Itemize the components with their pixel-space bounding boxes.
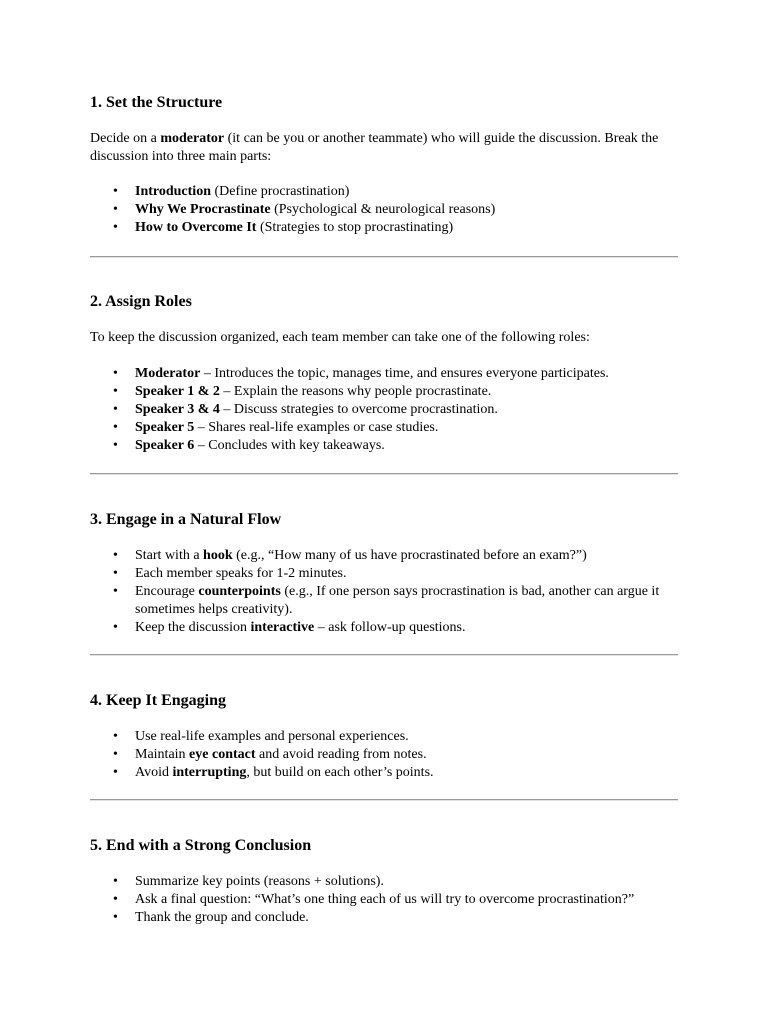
list-item xyxy=(90,201,680,219)
bold-text: hook xyxy=(203,548,233,563)
bold-text: Introduction xyxy=(135,184,211,199)
text-run: Maintain xyxy=(135,747,190,762)
text-run: Encourage xyxy=(135,584,199,599)
bold-text: Speaker 5 xyxy=(135,420,195,435)
text-run: Summarize key points (reasons + solutions). xyxy=(135,874,384,889)
list-item xyxy=(90,547,680,565)
section-natural-flow xyxy=(90,510,680,637)
list-item xyxy=(90,219,680,237)
list-item xyxy=(90,891,680,909)
text-run: – Explain the reasons why people procrastinate. xyxy=(219,384,492,399)
list-item xyxy=(90,565,680,583)
text-run: (Psychological & neurological reasons) xyxy=(270,202,496,217)
text-run: – Introduces the topic, manages time, and ensures everyone participates. xyxy=(200,366,609,381)
horizontal-divider xyxy=(90,256,678,258)
text-run: Decide on a xyxy=(90,131,161,146)
horizontal-divider xyxy=(90,473,678,475)
list-item xyxy=(90,909,680,927)
text-run: (Define procrastination) xyxy=(210,184,350,199)
section-conclusion xyxy=(90,836,680,927)
bold-text: eye contact xyxy=(189,747,256,762)
text-run: (e.g., “How many of us have procrastinated before an exam?”) xyxy=(232,548,587,563)
bold-text: How to Overcome It xyxy=(135,220,257,235)
text-run: Use real-life examples and personal experiences. xyxy=(135,729,409,744)
text-run: To keep the discussion organized, each team member can take one of the following roles: xyxy=(90,330,590,345)
section-heading: 4. Keep It Engaging xyxy=(90,692,227,709)
section-heading: 5. End with a Strong Conclusion xyxy=(90,837,312,854)
text-run: – ask follow-up questions. xyxy=(314,620,466,635)
section-heading: 2. Assign Roles xyxy=(90,293,192,310)
text-run: (e.g., If one person says procrastination is bad, another can argue it sometimes helps creativity). xyxy=(135,584,660,617)
list-item xyxy=(90,728,680,746)
text-run: – Discuss strategies to overcome procrastination. xyxy=(219,402,498,417)
list-item xyxy=(90,746,680,764)
list-item xyxy=(90,583,680,619)
text-run: (Strategies to stop procrastinating) xyxy=(256,220,454,235)
section-intro xyxy=(90,329,680,347)
text-run: – Concludes with key takeaways. xyxy=(194,438,385,453)
bullet-list xyxy=(90,873,680,927)
bold-text: interactive xyxy=(250,620,315,635)
section-engaging xyxy=(90,691,680,782)
horizontal-divider xyxy=(90,799,678,801)
text-run: and avoid reading from notes. xyxy=(255,747,427,762)
section-heading: 3. Engage in a Natural Flow xyxy=(90,511,282,528)
bullet-list xyxy=(90,183,680,237)
text-run: – Shares real-life examples or case studies. xyxy=(194,420,439,435)
list-item xyxy=(90,401,680,419)
list-item xyxy=(90,383,680,401)
bold-text: counterpoints xyxy=(198,584,281,599)
list-item xyxy=(90,183,680,201)
list-item xyxy=(90,873,680,891)
bullet-list xyxy=(90,365,680,455)
list-item xyxy=(90,764,680,782)
bold-text: Moderator xyxy=(135,366,201,381)
bold-text: interrupting xyxy=(172,765,247,780)
section-heading: 1. Set the Structure xyxy=(90,94,223,111)
bullet-list xyxy=(90,728,680,782)
bold-text: moderator xyxy=(160,131,225,146)
text-run: Avoid xyxy=(135,765,173,780)
text-run: Ask a final question: “What’s one thing each of us will try to overcome procrastination?” xyxy=(135,892,635,907)
text-run: Start with a xyxy=(135,548,204,563)
text-run: (it can be you or another teammate) who will guide the discussion. Break the discussion into three main parts: xyxy=(90,131,659,164)
list-item xyxy=(90,437,680,455)
text-run: Keep the discussion xyxy=(135,620,251,635)
bold-text: Speaker 3 & 4 xyxy=(135,402,220,417)
horizontal-divider xyxy=(90,654,678,656)
list-item xyxy=(90,419,680,437)
text-run: Thank the group and conclude. xyxy=(135,910,309,925)
section-intro xyxy=(90,130,680,166)
section-roles xyxy=(90,292,680,455)
bullet-list xyxy=(90,547,680,637)
bold-text: Speaker 6 xyxy=(135,438,195,453)
list-item xyxy=(90,365,680,383)
bold-text: Speaker 1 & 2 xyxy=(135,384,220,399)
list-item xyxy=(90,619,680,637)
bold-text: Why We Procrastinate xyxy=(135,202,271,217)
text-run: Each member speaks for 1-2 minutes. xyxy=(135,566,347,581)
section-structure xyxy=(90,93,680,237)
text-run: , but build on each other’s points. xyxy=(246,765,434,780)
